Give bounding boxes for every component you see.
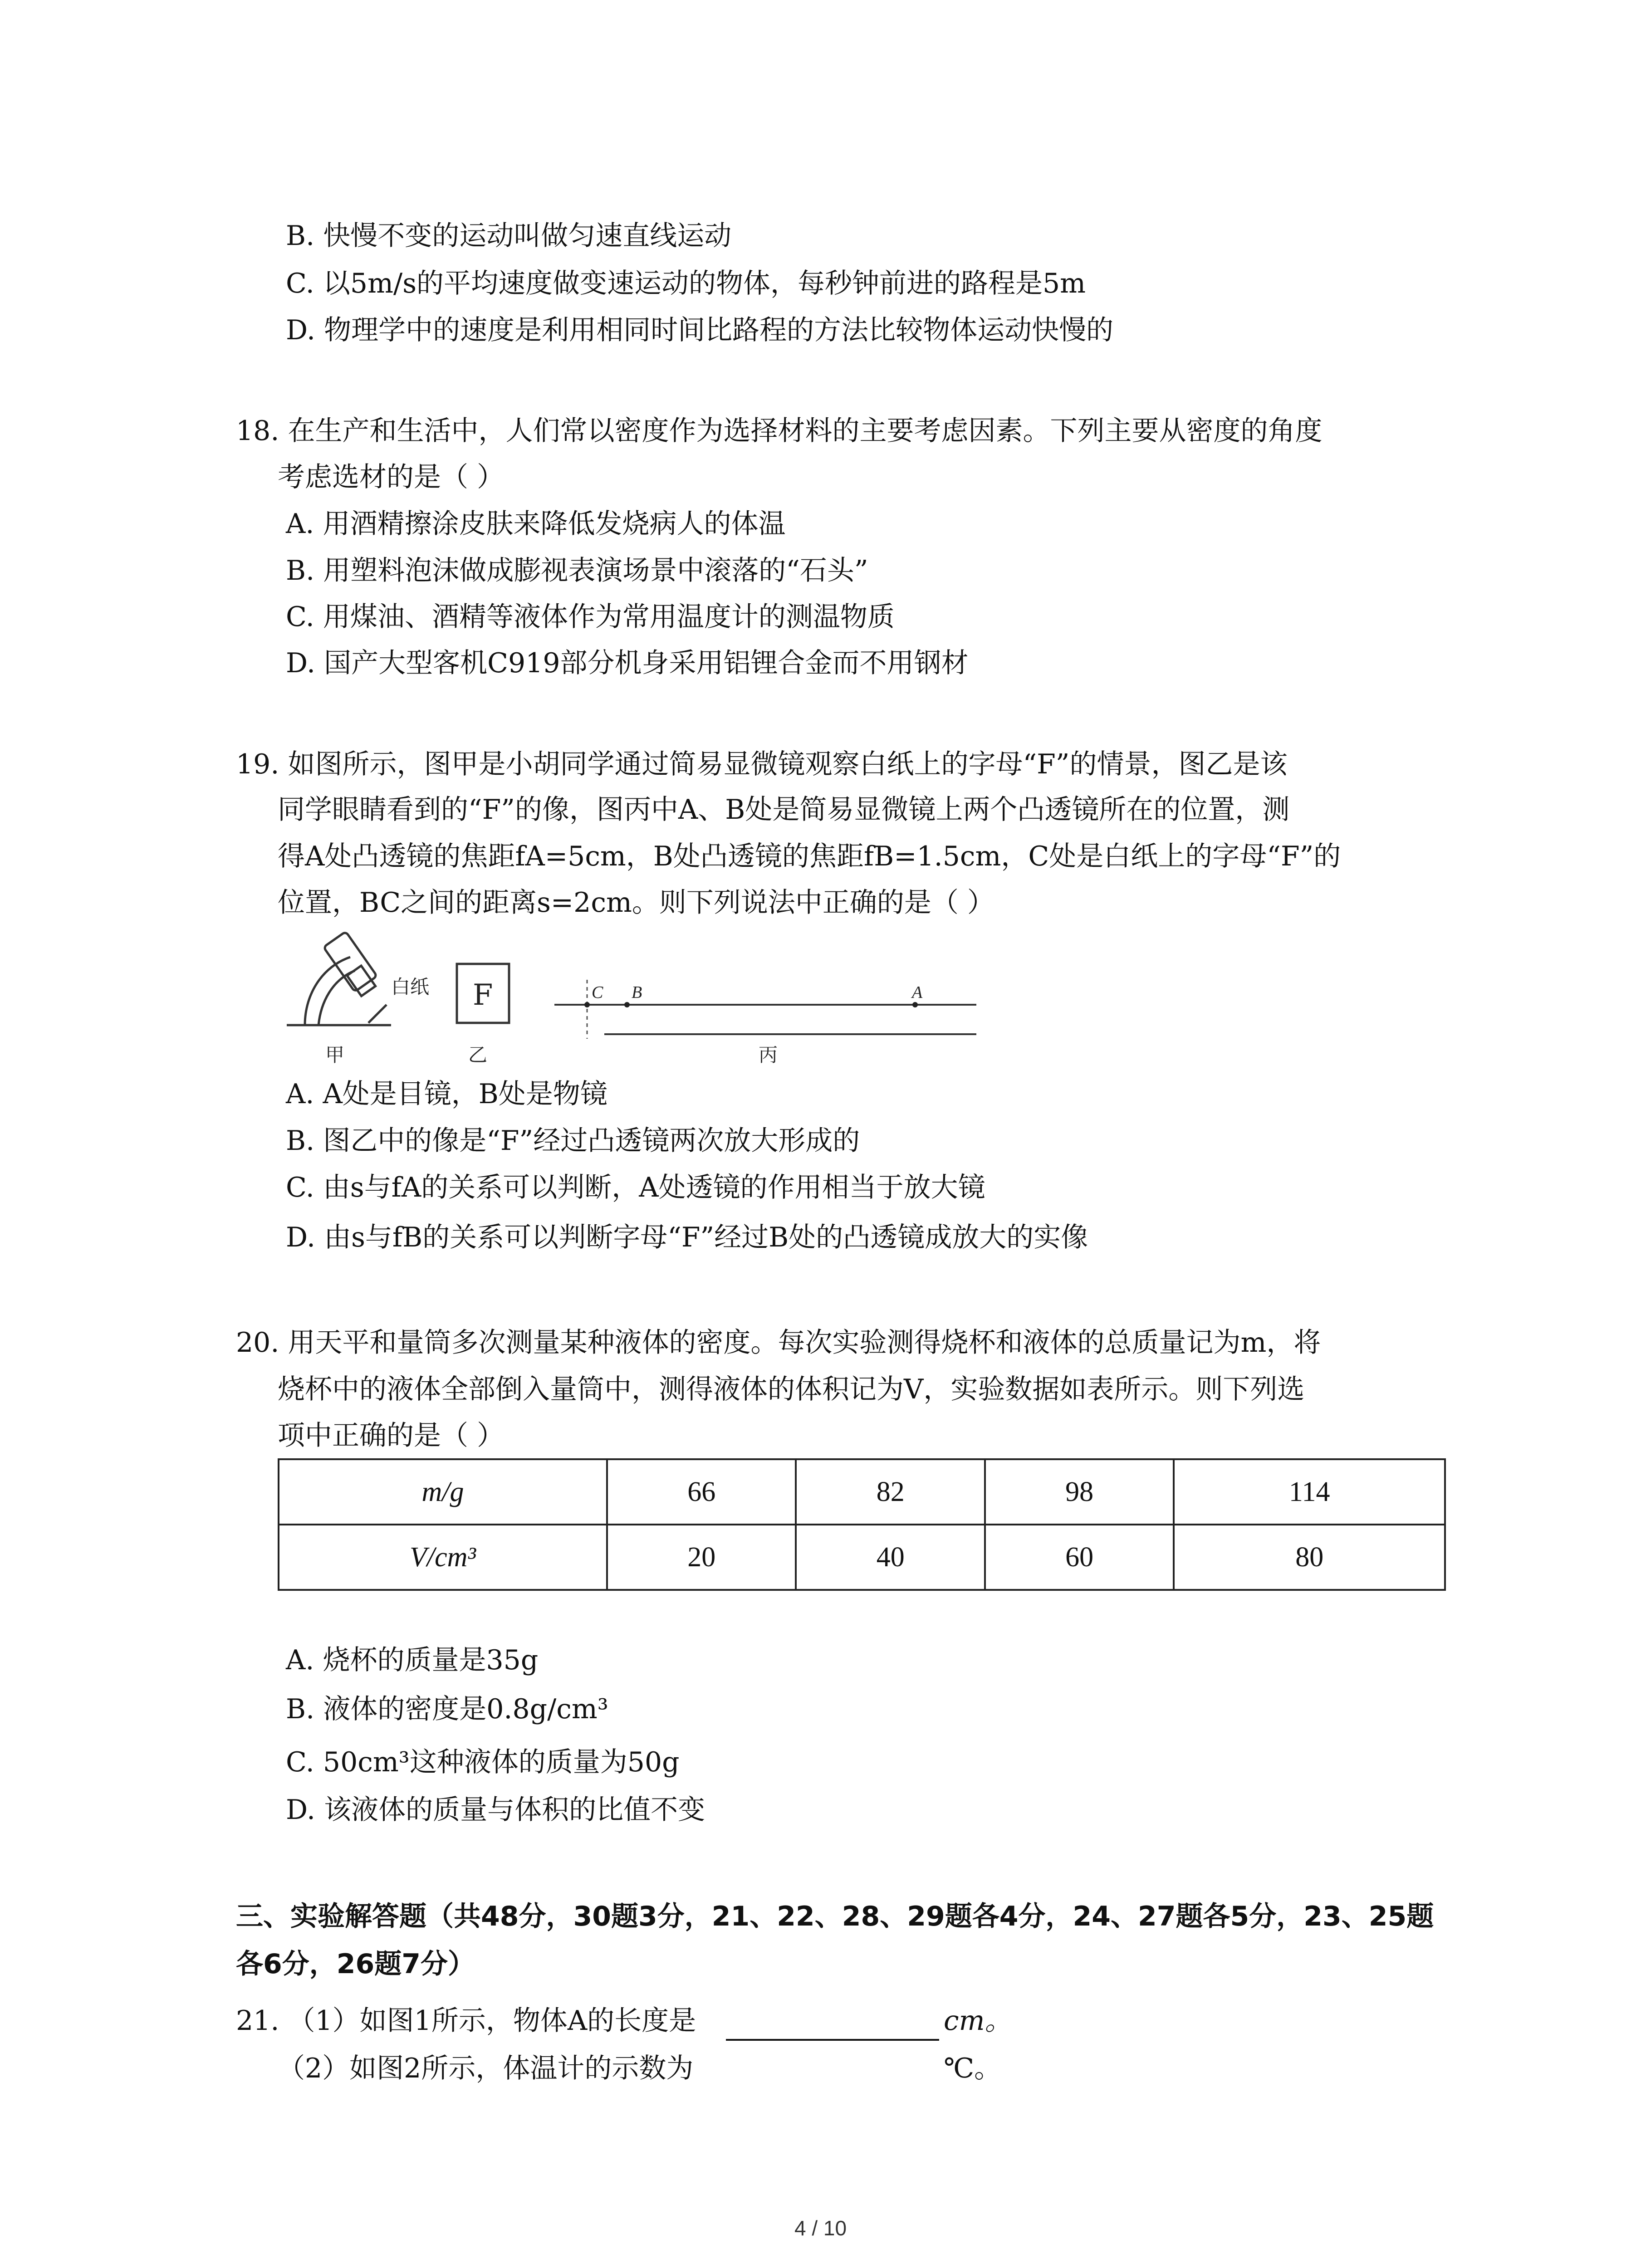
paper-label: 白纸 [391,976,430,998]
q21-part1-text: 21. （1）如图1所示，物体A的长度是 [236,2005,696,2037]
q19-stem-line4: 位置，BC之间的距离s=2cm。则下列说法中正确的是（ ） [278,887,994,919]
q20-stem-line2: 烧杯中的液体全部倒入量筒中，测得液体的体积记为V，实验数据如表所示。则下列选 [278,1374,1305,1405]
table-cell: 60 [985,1525,1174,1590]
q20-option-b: B. 液体的密度是0.8g/cm³ [286,1693,608,1725]
section3-title-line1: 三、实验解答题（共48分，30题3分，21、22、28、29题各4分，24、27题各5分，23、25题 [236,1901,1434,1932]
q19-option-a: A. A处是目镜，B处是物镜 [286,1078,607,1110]
q19-stem-line1: 19. 如图所示，图甲是小胡同学通过简易显微镜观察白纸上的字母“F”的情景，图乙是该 [236,748,1288,780]
section3-title-line2: 各6分，26题7分） [236,1948,475,1980]
image-letter: F [473,978,493,1012]
table-cell: 40 [796,1525,985,1590]
q20-stem-line1: 20. 用天平和量筒多次测量某种液体的密度。每次实验测得烧杯和液体的总质量记为m，将 [236,1327,1321,1359]
table-head-volume: V/cm³ [279,1525,607,1590]
q17-option-c: C. 以5m/s的平均速度做变速运动的物体，每秒钟前进的路程是5m [286,268,1086,299]
q19-stem-line3: 得A处凸透镜的焦距fA=5cm，B处凸透镜的焦距fB=1.5cm，C处是白纸上的字母“F”的 [278,841,1341,872]
q18-stem-line2: 考虑选材的是（ ） [278,461,505,493]
q20-stem-line3: 项中正确的是（ ） [278,1420,505,1452]
table-head-mass: m/g [279,1459,607,1525]
caption-yi: 乙 [468,1044,488,1066]
q19-option-d: D. 由s与fB的关系可以判断字母“F”经过B处的凸透镜成放大的实像 [286,1222,1088,1253]
q21-part2-unit: ℃。 [944,2053,1002,2084]
point-b-dot [624,1002,630,1007]
q17-option-b: B. 快慢不变的运动叫做匀速直线运动 [286,220,732,252]
table-cell: 82 [796,1459,985,1525]
table-cell: 20 [607,1525,796,1590]
q19-option-b: B. 图乙中的像是“F”经过凸透镜两次放大形成的 [286,1125,860,1157]
q18-option-c: C. 用煤油、酒精等液体作为常用温度计的测温物质 [286,601,895,633]
q19-option-c: C. 由s与fA的关系可以判断，A处透镜的作用相当于放大镜 [286,1172,985,1203]
caption-bing: 丙 [759,1044,778,1066]
q18-option-b: B. 用塑料泡沫做成膨视表演场景中滚落的“石头” [286,555,868,587]
q18-option-a: A. 用酒精擦涂皮肤来降低发烧病人的体温 [286,508,786,540]
table-cell: 80 [1174,1525,1445,1590]
q20-option-d: D. 该液体的质量与体积的比值不变 [286,1794,705,1826]
q21-part1-blank[interactable] [726,2039,939,2041]
q19-figure [278,925,985,1072]
q19-stem-line2: 同学眼睛看到的“F”的像，图丙中A、B处是简易显微镜上两个凸透镜所在的位置，测 [278,794,1290,826]
microscope-diagram [278,925,985,1070]
microscope-icon [287,932,391,1025]
q18-option-d: D. 国产大型客机C919部分机身采用铝锂合金而不用钢材 [286,647,969,679]
page-number: 4 / 10 [794,2216,847,2240]
q20-option-a: A. 烧杯的质量是35g [286,1644,539,1676]
point-b-label: B [632,983,642,1002]
q21-part1-unit: cm。 [944,2005,1012,2037]
q18-stem-line1: 18. 在生产和生活中，人们常以密度作为选择材料的主要考虑因素。下列主要从密度的角度 [236,415,1323,447]
table-row-mass [279,1459,1445,1525]
table-cell: 66 [607,1459,796,1525]
point-a-dot [912,1002,918,1007]
q17-option-d: D. 物理学中的速度是利用相同时间比路程的方法比较物体运动快慢的 [286,314,1114,346]
q21-part2-blank[interactable] [726,2087,939,2088]
point-c-dot [584,1002,590,1007]
caption-jia: 甲 [325,1044,345,1066]
point-c-label: C [592,983,603,1002]
table-row-volume [279,1525,1445,1590]
point-a-label: A [912,983,923,1002]
q21-part2-text: （2）如图2所示，体温计的示数为 [278,2053,694,2084]
table-cell: 114 [1174,1459,1445,1525]
q20-data-table [278,1458,1446,1591]
table-cell: 98 [985,1459,1174,1525]
q20-option-c: C. 50cm³这种液体的质量为50g [286,1746,680,1778]
